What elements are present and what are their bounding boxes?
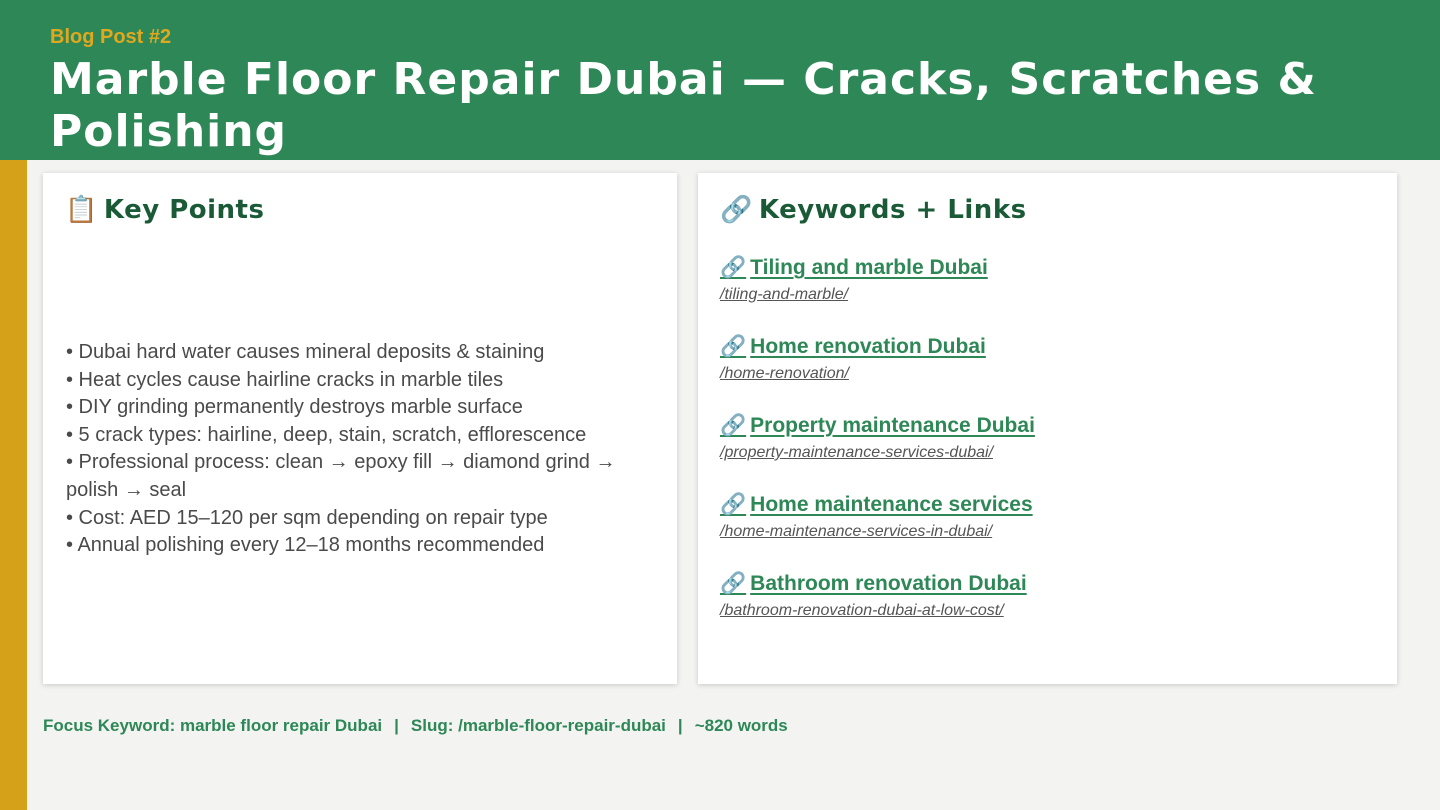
keyword-link-item xyxy=(720,493,1370,572)
key-points-title: Key Points xyxy=(103,195,265,225)
keywords-title: Keywords + Links xyxy=(758,195,1027,225)
focus-keyword: Focus Keyword: marble floor repair Dubai xyxy=(43,716,383,735)
link-icon: 🔗 xyxy=(720,256,747,279)
key-points-card xyxy=(43,173,677,684)
link-label: Property maintenance Dubai xyxy=(750,414,1035,437)
link-label: Bathroom renovation Dubai xyxy=(750,572,1027,595)
link-slug: /home-renovation/ xyxy=(720,365,849,382)
link-tiling-and-marble[interactable] xyxy=(720,256,988,280)
list-item: • Dubai hard water causes mineral deposits & staining xyxy=(66,341,545,363)
link-property-maintenance[interactable] xyxy=(720,414,1035,438)
slug: Slug: /marble-floor-repair-dubai xyxy=(410,716,666,735)
page-title: Marble Floor Repair Dubai — Cracks, Scratches & Polishing xyxy=(50,54,1317,157)
keyword-link-item xyxy=(720,256,1370,335)
list-item: • DIY grinding permanently destroys marble surface xyxy=(66,396,523,419)
separator: | xyxy=(394,716,399,735)
link-icon: 🔗 xyxy=(720,493,747,516)
keyword-link-item xyxy=(720,572,1370,651)
link-label: Tiling and marble Dubai xyxy=(750,256,988,279)
link-home-renovation[interactable] xyxy=(720,335,986,359)
keyword-link-item xyxy=(720,414,1370,493)
link-icon: 🔗 xyxy=(720,572,747,595)
list-item: • Annual polishing every 12–18 months recommended xyxy=(66,534,545,557)
list-item: • Heat cycles cause hairline cracks in marble tiles xyxy=(66,368,504,391)
link-icon: 🔗 xyxy=(720,414,747,437)
link-icon: 🔗 xyxy=(720,195,753,225)
link-slug: /property-maintenance-services-dubai/ xyxy=(720,444,994,461)
link-label: Home renovation Dubai xyxy=(750,335,986,358)
list-item: • Professional process: clean → epoxy fill → diamond grind → polish → seal xyxy=(66,451,616,501)
separator: | xyxy=(677,716,683,735)
keywords-links-card xyxy=(698,173,1397,684)
post-number-label: Blog Post #2 xyxy=(50,26,172,48)
link-slug: /home-maintenance-services-in-dubai/ xyxy=(720,523,993,540)
link-icon: 🔗 xyxy=(720,335,747,358)
link-home-maintenance[interactable] xyxy=(720,493,1033,517)
keyword-link-item xyxy=(720,335,1370,414)
header-band xyxy=(0,0,1440,160)
link-bathroom-renovation[interactable] xyxy=(720,572,1027,596)
list-item: • Cost: AED 15–120 per sqm depending on repair type xyxy=(66,506,548,529)
key-points-list xyxy=(66,339,656,560)
accent-bar xyxy=(0,160,27,810)
clipboard-icon: 📋 xyxy=(65,195,98,225)
link-slug: /tiling-and-marble/ xyxy=(720,286,849,303)
seo-meta-line xyxy=(43,716,788,736)
list-item: • 5 crack types: hairline, deep, stain, scratch, efflorescence xyxy=(66,423,587,446)
keyword-link-list xyxy=(720,256,1370,651)
keywords-heading xyxy=(720,195,1027,225)
link-label: Home maintenance services xyxy=(750,493,1033,516)
key-points-heading xyxy=(65,195,264,225)
word-count: ~820 words xyxy=(694,716,788,735)
link-slug: /bathroom-renovation-dubai-at-low-cost/ xyxy=(720,602,1004,619)
